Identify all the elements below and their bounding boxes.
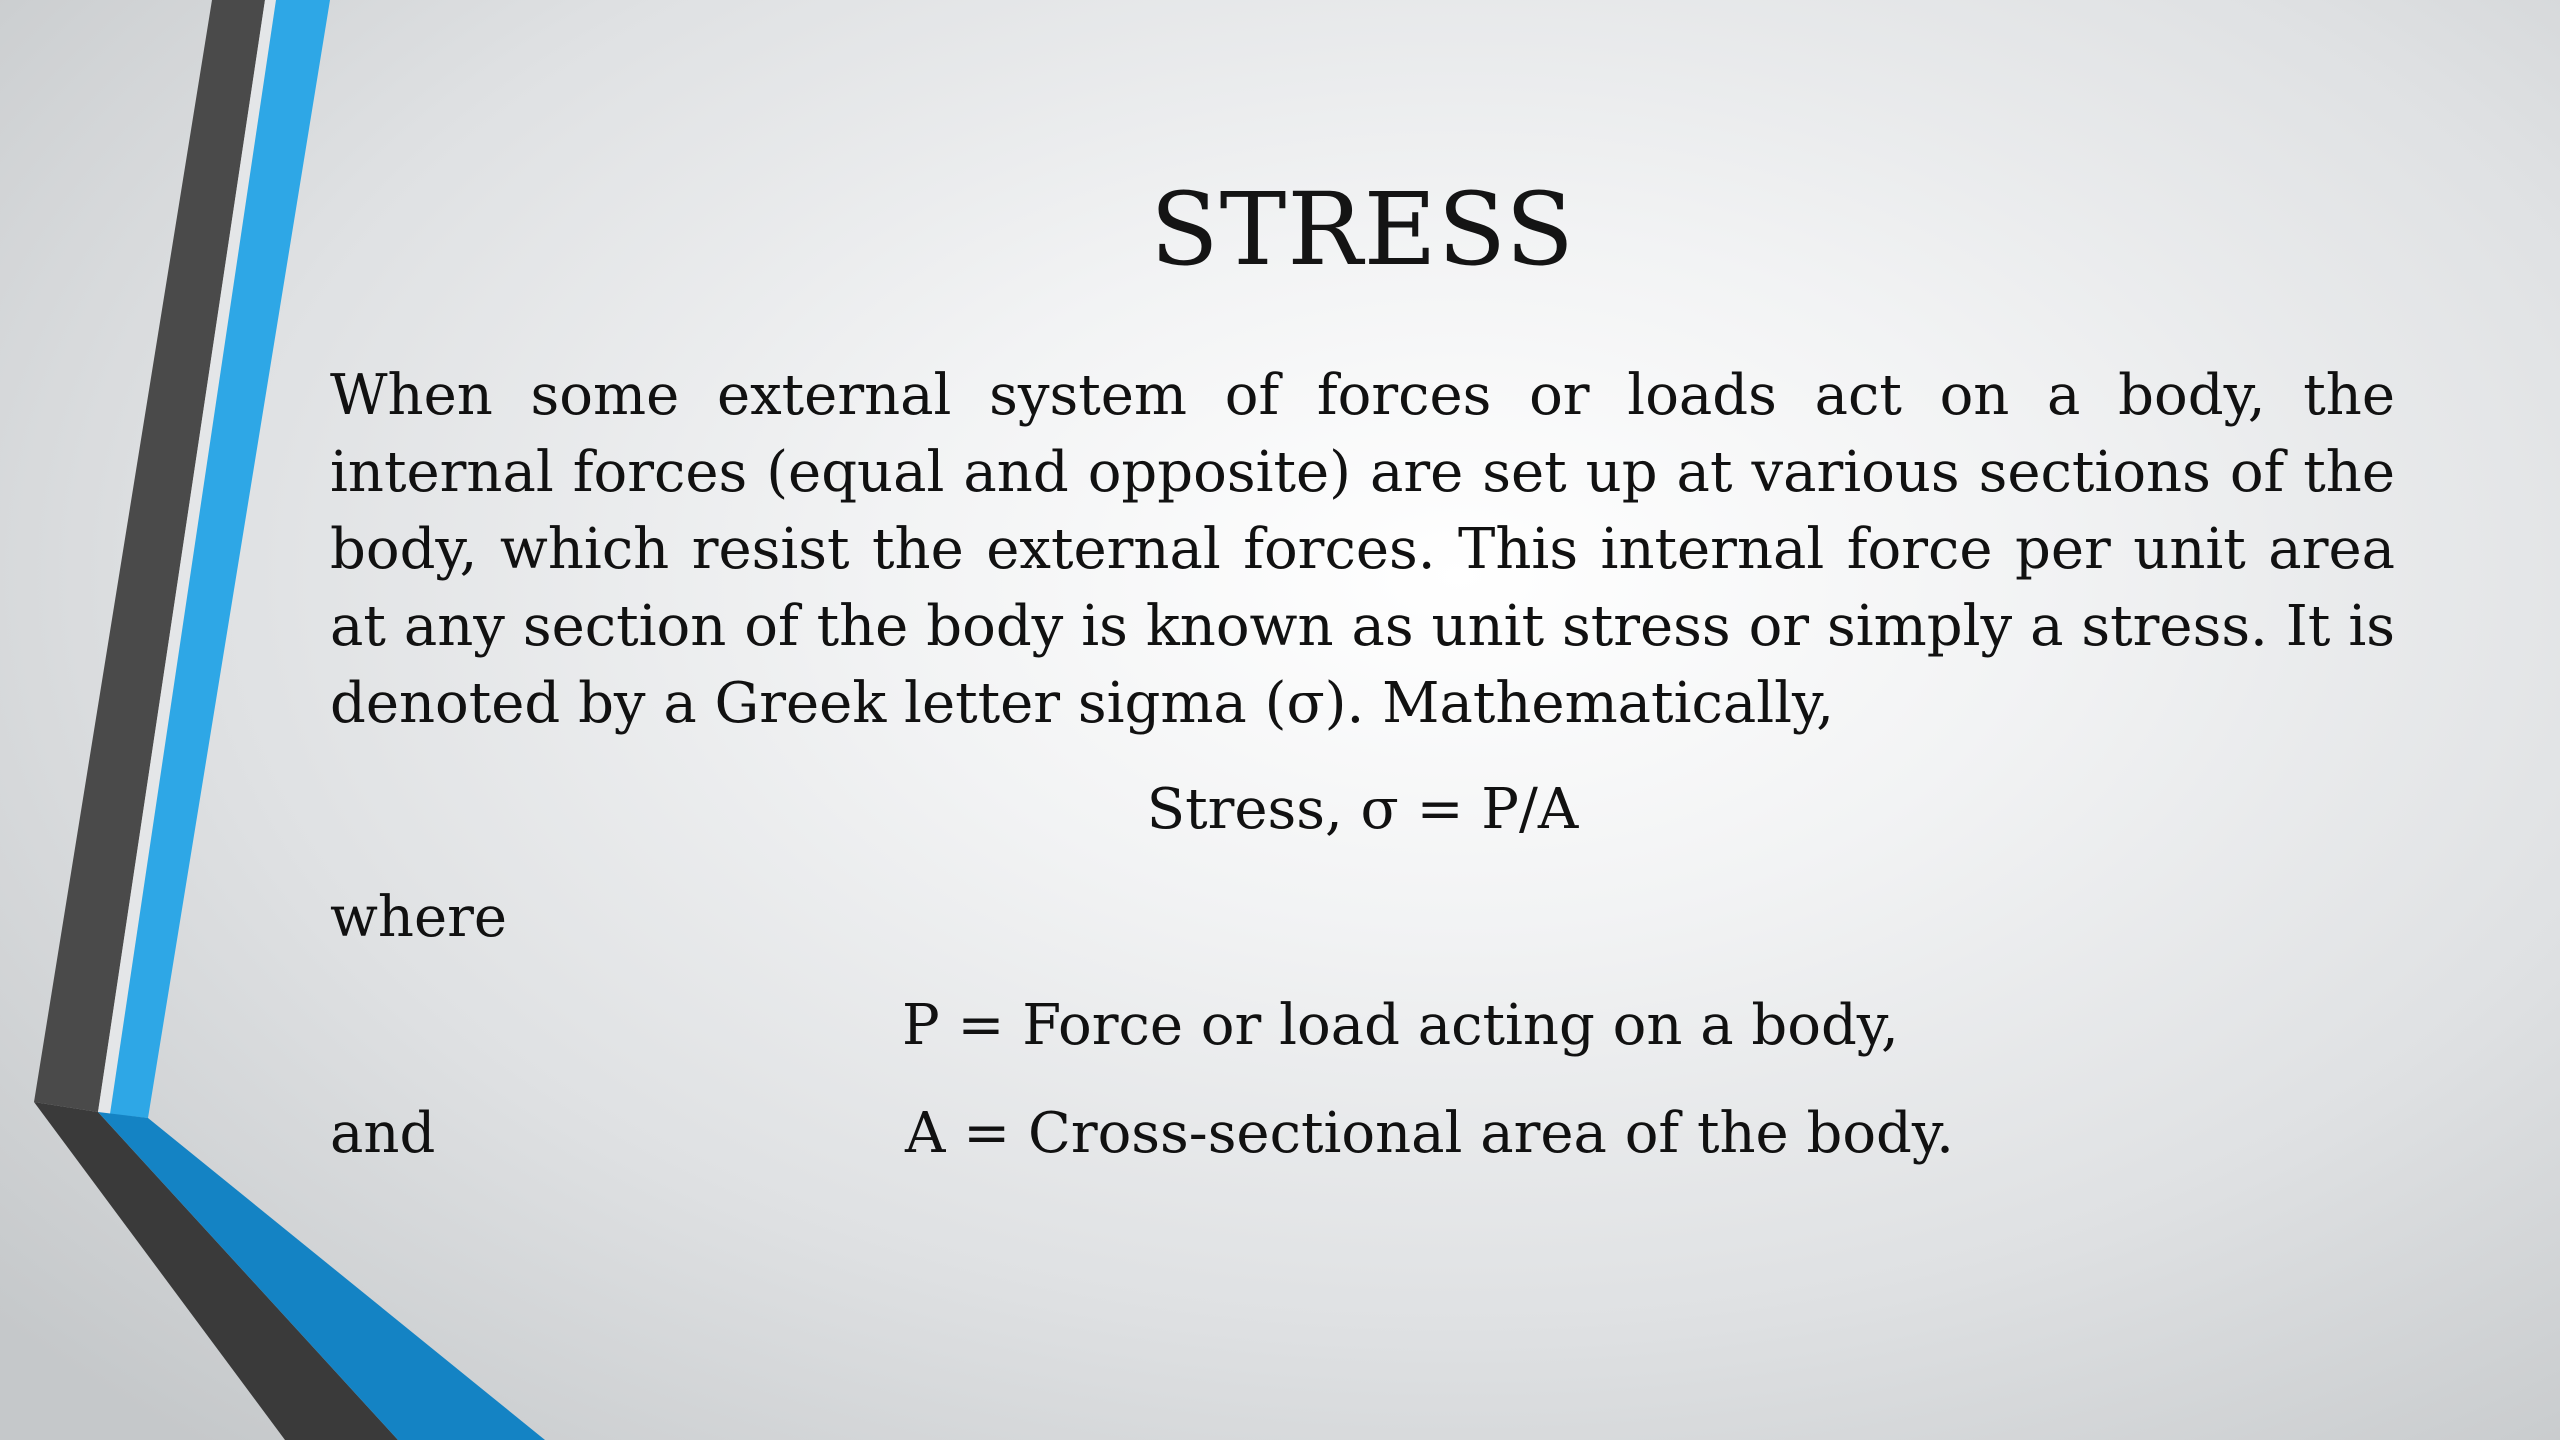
slide-title: STRESS (1150, 171, 1575, 288)
definition-a: A = Cross-sectional area of the body. (905, 1101, 1954, 1166)
definition-p: P = Force or load acting on a body, (902, 993, 1899, 1058)
where-label: where (330, 885, 508, 950)
and-label: and (330, 1101, 436, 1166)
body-paragraph: When some external system of forces or loads act on a body, the internal forces (equal and opposite) are set up at various sections of the body, which resist the external forces. This internal force per unit area at any section of the body is known as unit stress or simply a stress. It is denoted by a Greek letter sigma (σ). Mathematically, (330, 363, 2395, 736)
stress-formula: Stress, σ = P/A (1146, 777, 1579, 842)
